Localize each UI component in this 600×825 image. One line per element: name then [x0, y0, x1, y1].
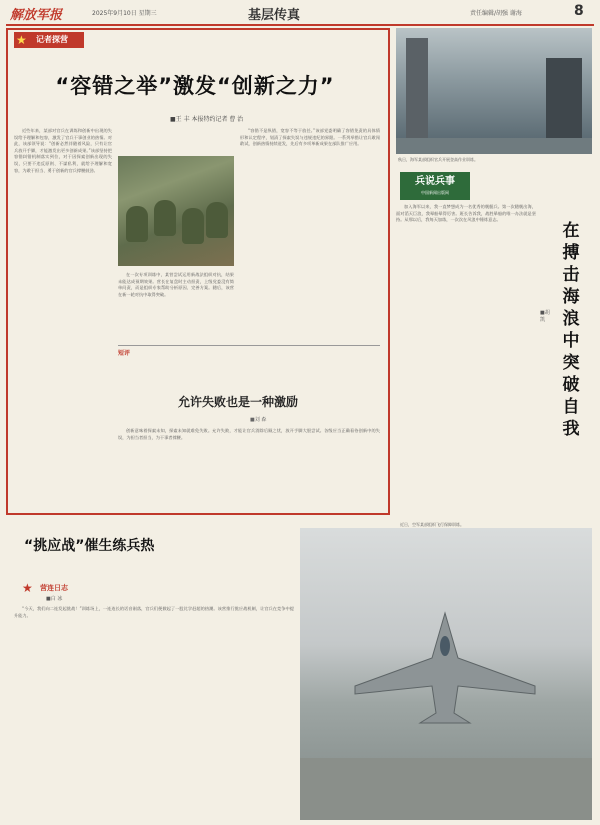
commentary-author: ■刘 森 [250, 417, 267, 423]
jet-photo-caption: 近日，空军某部组织飞行保障训练。 [400, 522, 464, 527]
star-icon: ★ [22, 581, 33, 595]
editors-line: 责任编辑/胡强 谢海 [470, 10, 522, 17]
commentary-headline: 允许失败也是一种激励 [178, 395, 299, 409]
body-column-mid: 在一次专项训练中，某营尝试运用新战法组织对抗，结果未能达成预期效果。营长在复盘时主动担责，上级党委没有简单问责，而是组织专家帮助分析原因、完善方案。随后，该营在新一轮对抗中取得突破。 [118, 272, 234, 297]
bottom-author: ■白 冰 [46, 596, 63, 602]
section-title: 基层传真 [248, 8, 301, 23]
issue-date: 2025年9月10日 星期三 [92, 10, 157, 17]
commentary-body: 创新意味着探索未知，探索未知就难免失败。允许失败，才能让官兵消除后顾之忧，放开手脚大胆尝试。各级应当正确看待创新中的失误，为担当者担当，为干事者撑腰。 [118, 428, 380, 440]
vertical-headline: 在搏击海浪中突破自我 [562, 221, 580, 439]
star-icon: ★ [16, 33, 27, 47]
right-body: 加入海军以来，我一直梦想成为一名优秀的舰艇兵。第一次随舰出海，面对滔天巨浪，我晕船晕得厉害。班长告诉我，战胜晕船的唯一办法就是坚持。从那以后，我每天加练，一次次在风浪中锤炼意志。 [396, 204, 536, 223]
body-column-left: 近些年来，某部对官兵在训练和创新中出现的失误给予理解和包容，激发了官兵干事创业的热情。对此，该部领导说：“创新必然伴随着风险，只有让官兵放开手脚，才能激发出更多创新成果。”该部坚持把容错纠错机制落实到位，对于因探索创新出现的失误，只要不违反原则、不谋私利，就给予理解和宽容，为敢于担当、勇于创新的官兵撑腰鼓劲。 [14, 128, 112, 173]
training-photo [396, 28, 592, 154]
feature-badge: 记者探营 [14, 32, 84, 48]
soldiers-photo [118, 156, 234, 266]
bottom-badge: 营连日志 [40, 584, 68, 592]
feature-headline: “容错之举”激发“创新之力” [55, 74, 335, 98]
bottom-headline: “挑应战”催生练兵热 [24, 538, 155, 554]
bottom-body: “今天，我们向二连发起挑战！”训练场上，一连连长的话音刚落，官兵们便掀起了一股比学赶超的热潮。该营推行挑应战机制，让官兵在竞争中提升能力。 [14, 606, 294, 618]
jet-illustration [350, 608, 540, 728]
fighter-jet-photo [300, 528, 592, 820]
column-logo: 兵说兵事 中国新闻出版网 [400, 172, 470, 200]
commentary-badge: 短评 [118, 350, 131, 357]
training-photo-caption: 秋日，海军某部组织官兵开展登高作业训练。 [398, 157, 478, 162]
newspaper-logo: 解放军报 [10, 8, 63, 23]
feature-byline: ■王 丰 本报特约记者 曹 治 [170, 116, 244, 123]
vertical-author: ■胡 凯 [540, 310, 550, 323]
divider [118, 345, 380, 346]
body-column-right: “容错不是纵错，宽容不等于放任。”该部党委明确了容错免责的具体情形和认定程序，划清了探索失误与违规违纪的界限。一系列举措让官兵敢闯敢试，创新热情持续迸发，先后有多项革新成果在部队推广应用。 [240, 128, 380, 147]
page-number: 8 [574, 3, 584, 19]
